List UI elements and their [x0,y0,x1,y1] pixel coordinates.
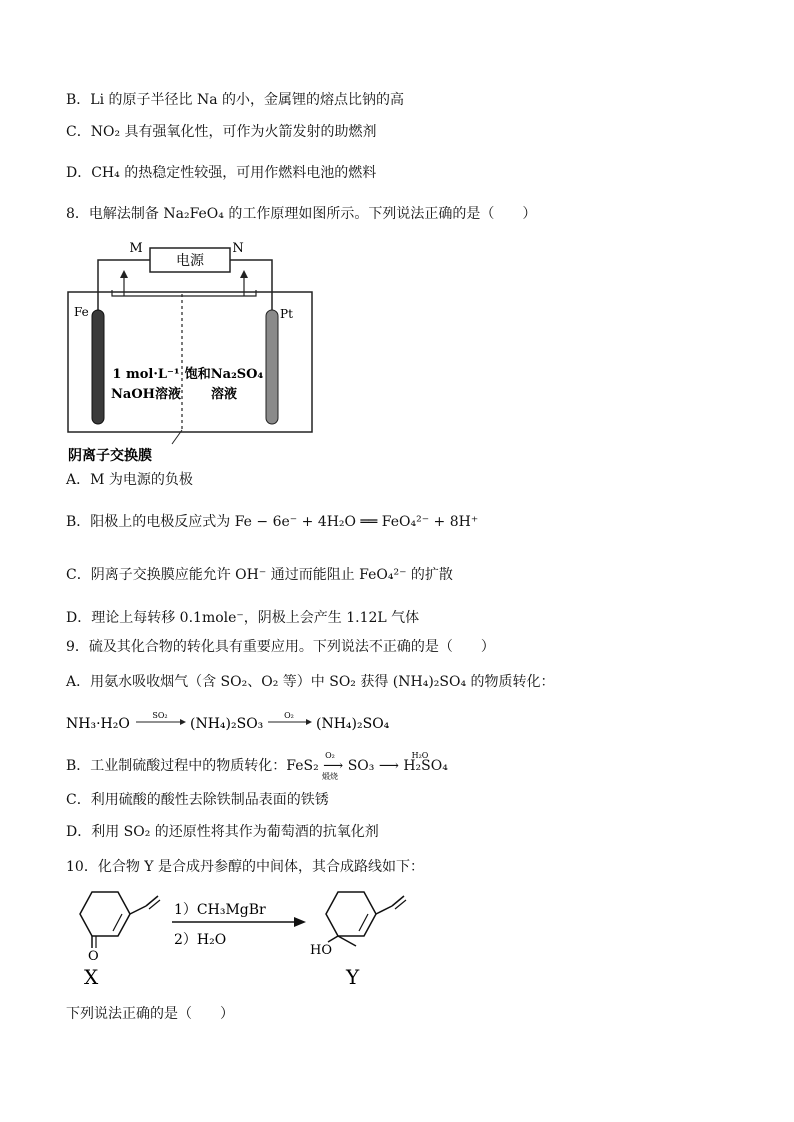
arrow-right-icon [306,719,312,725]
terminal-n-label: N [232,241,244,256]
option-9b: B．工业制硫酸过程中的物质转化：FeS₂ ⟶ SO₃ ⟶ H₂SO₄ [66,758,448,774]
arrow-up-right-icon [240,270,248,278]
eq-reagent-1: SO₂ [152,711,168,720]
compound-y-label: Y [346,965,360,989]
compound-x-oxygen: O [88,949,99,964]
option-8a: A．M 为电源的负极 [66,472,193,488]
inner-circuit [112,290,256,296]
equation-9a [66,706,426,740]
option-7b: B．Li 的原子半径比 Na 的小，金属锂的熔点比钠的高 [66,92,405,108]
pt-electrode-label: Pt [280,307,293,321]
arrow-right-icon [180,719,186,725]
eq-product: (NH₄)₂SO₄ [316,716,390,732]
eq-intermediate: (NH₄)₂SO₃ [190,716,264,732]
arrow-right-icon [294,917,306,927]
synthesis-scheme [62,880,422,990]
pt-electrode [266,310,278,424]
eq9b-label-h2o: H₂O [411,751,429,760]
left-solution-concentration: 1 mol·L⁻¹ [112,367,180,382]
power-source-label: 电源 [176,253,204,269]
terminal-m-label: M [129,241,143,256]
right-solution-name: 饱和Na₂SO₄ [184,367,264,382]
compound-y-hydroxyl: HO [310,943,332,958]
compound-x-ring [80,892,130,936]
compound-y-ring [326,892,376,936]
fe-electrode-label: Fe [74,305,89,319]
electrolysis-cell-diagram [60,232,330,468]
reagent-step-1: 1）CH₃MgBr [174,902,266,918]
eq-reagent-2: O₂ [284,711,294,720]
option-9a: A．用氨水吸收烟气（含 SO₂、O₂ 等）中 SO₂ 获得 (NH₄)₂SO₄ 的物质转化： [66,674,555,690]
reagent-step-2: 2）H₂O [174,932,227,948]
eq-reactant: NH₃·H₂O [66,716,130,732]
eq9b-label-o2: O₂ [325,751,335,760]
question-10-stem: 10．化合物 Y 是合成丹参醇的中间体，其合成路线如下： [66,859,424,875]
fe-electrode [92,310,104,424]
option-9d: D．利用 SO₂ 的还原性将其作为葡萄酒的抗氧化剂 [66,824,379,840]
right-solution-suffix: 溶液 [210,387,238,402]
question-9-stem: 9．硫及其化合物的转化具有重要应用。下列说法不正确的是（ ） [66,639,495,655]
option-8c: C．阴离子交换膜应能允许 OH⁻ 通过而能阻止 FeO₄²⁻ 的扩散 [66,567,453,583]
left-solution-name: NaOH溶液 [111,387,181,402]
option-9c: C．利用硫酸的酸性去除铁制品表面的铁锈 [66,792,329,808]
arrow-up-left-icon [120,270,128,278]
eq9b-label-calcine: 煅烧 [322,772,338,780]
question-8-stem: 8．电解法制备 Na₂FeO₄ 的工作原理如图所示。下列说法正确的是（ ） [66,206,537,222]
option-7d: D．CH₄ 的热稳定性较强，可用作燃料电池的燃料 [66,165,377,181]
option-7c: C．NO₂ 具有强氧化性，可作为火箭发射的助燃剂 [66,124,377,140]
question-10-tail: 下列说法正确的是（ ） [66,1006,234,1022]
compound-x-label: X [84,965,99,989]
membrane-label: 阴离子交换膜 [68,448,152,464]
right-wire [230,260,272,310]
option-8b: B．阳极上的电极反应式为 Fe − 6e⁻ + 4H₂O ══ FeO₄²⁻ + 8H⁺ [66,514,479,530]
option-8d: D．理论上每转移 0.1mole⁻，阴极上会产生 1.12L 气体 [66,610,420,626]
equation-9b-labels [292,750,472,780]
